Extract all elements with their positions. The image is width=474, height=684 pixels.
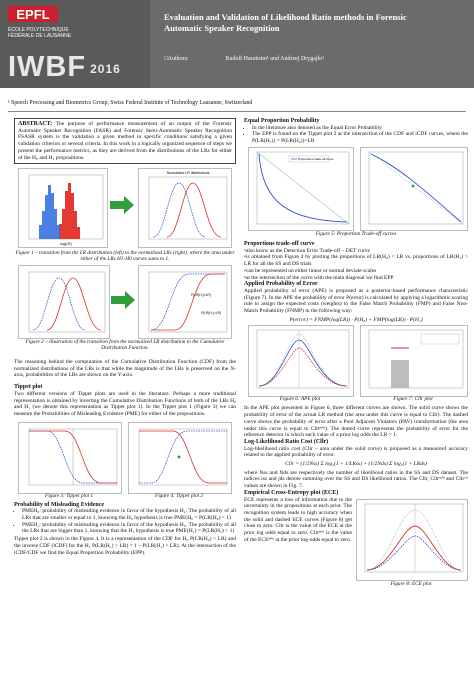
cdf-text: The reasoning behind the computation of the Cumulative Distribution Function (CDF) from the normalized distributions of the LRs is that while the magnitude of the LRs is preserved on the X-axis, probabilities of the LRs are shown on the Y-axis. [14, 359, 236, 379]
abstract-heading: ABSTRACT: [18, 121, 53, 127]
list-item: • PMEH₀: probability of misleading evidence in favor of the hypothesis H₁. The probability of all LRs that are smaller or equal to 1, knowing the H₀ hypothesis is true PME(H₀ = P(LR(H₀) < 1) [22, 508, 236, 521]
list-item: • The EPP is found on the Tippet plot 2 at the intersection of the CDF and iCDF curves, where the P(LR(H₁)) = P(LR(H₀))=LR [252, 131, 468, 144]
epp-heading: Equal Proportion Probability [244, 118, 320, 124]
fig2-cdf [138, 265, 232, 339]
cllr-equation: Cllr = (1/2Nss) Σ log₂(1 + 1/LRss) + (1/2Nds) Σ log₂(1 + LRds) [285, 461, 427, 468]
fig4-tippet2 [128, 422, 232, 494]
figures-6-7 [244, 325, 468, 405]
figure-5-caption: Figure 5: Proportion Trade-off curves [315, 230, 397, 237]
fig3-tippet1 [18, 422, 122, 494]
svg-text:Proportions trade-off curve: Proportions trade-off curve [298, 157, 334, 162]
figure-2 [14, 263, 236, 339]
fig1-normalized [138, 168, 232, 248]
cllr-text-2: where Nss and Nds are respectively the number of likelihood ratios in the SS and DS dataset. The indices iss and jds denote summing over the SS and DS likelihood ratios. The Cllr, Cllrᵐⁱⁿ and Cllrᶜᵃˡ values are shown in Fig. 7. [244, 469, 468, 490]
ece-section [244, 497, 468, 593]
cllr-text: Log-likelihood ratio cost (Cllr – area under the solid curve) is proposed as a measureof accuracy related to the applied probability of error. [244, 445, 468, 459]
fig2-normalized [18, 265, 110, 339]
ape-equation: P(error) = FNMP(log(LR)) · P(H₀) + FMP(log(LR)) · P(H₁) [289, 316, 423, 323]
school-line-1: ÉCOLE POLYTECHNIQUE [8, 27, 69, 33]
authors: Rudolf Haraksim¹ and Andrzej Drygajlo¹ [225, 56, 325, 62]
ape-text-2: In the APE plot presented in Figure 6, three different curves are shown. The solid curve shows the probability of error of the actual LR method (the area under this curve is equal to Cllr). The dashed curve shows the probability of error after a Pool Adjacent Violators (PAV) transformation (the area under this curve is equal to Cllrᵐⁱⁿ). The dotted curve represents the probability of error for the reference detector in which each value of a prior log odds the LR = 1. [244, 405, 468, 439]
figure-1 [14, 164, 236, 250]
figure-7-caption: Figure 7: Cllr plot [393, 396, 433, 403]
conference-year: 2016 [90, 62, 121, 76]
abstract-box [14, 118, 236, 164]
authors-label: □Authors: [164, 56, 189, 62]
arrow-icon [110, 194, 134, 216]
pme-text: Tippet plot 2 is shown in the Figure 4. It is a representation of the CDF for H₀ P(LR(H₀) < LR) and the inverse CDF (iCDF) for the H₁ P(LR(H₁) > LR) = 1 – P(LR(H₁) < LR). At the intersection of the iCDF/CDF we find the Equal Proportion Probability (EPP). [14, 536, 236, 556]
svg-text:Normalized LR distributions: Normalized LR distributions [166, 171, 210, 176]
fig5-ptoc-normal [360, 147, 468, 231]
ape-heading: Applied Probability of Error [244, 281, 318, 288]
pme-list [14, 508, 236, 535]
ptoc-list [244, 248, 468, 282]
epfl-logo [8, 4, 58, 24]
list-item: •at the intersection of the curve with the main diagonal we find EPP [244, 274, 394, 281]
figure-4-caption: Figure 4: Tippet plot 2 [154, 492, 204, 499]
ece-text: ECE represents a loss of information due to the uncertainty in the propositions at each prior. The recognition system leads to high accuracy when the solid and dashed ECE curves (Figure 8) get close to zero. Cllr is the value of the ECE at the prior log odds equal to zero. Cllrᵐⁱⁿ is the value of the ECEᵐⁱⁿ at the prior log-odds equal to zero. [244, 496, 352, 543]
list-item: • In the literature also denoted as the Equal Error Probability [252, 125, 468, 132]
authors-row [164, 56, 464, 62]
fig5-ptoc-linear [248, 147, 354, 231]
arrow-icon [111, 289, 135, 311]
affiliation: ¹ Speech Processing and Biometrics Group, Swiss Federal Institute of Technology Lausanne, Switzerland [8, 100, 253, 106]
svg-text:P(LR(H₀)<LR): P(LR(H₀)<LR) [201, 310, 222, 315]
list-item: •can be represented on either linear or normal deviate scales [244, 267, 377, 274]
fig1-histogram [18, 168, 108, 248]
pme-heading: Probability of Misleading Evidence [14, 501, 105, 508]
figure-2-caption: Figure 2 – illustration of the transition from the normalized LR distribution to the Cumulative Distribution Function. [25, 338, 225, 351]
figure-5 [244, 145, 468, 231]
figure-3-caption: Figure 3: Tippet plot 1 [44, 492, 94, 499]
poster-title: Evaluation and Validation of Likelihood Ratio methods in Forensic Automatic Speaker Recognition [164, 12, 407, 33]
abstract-text: The purpose of performance measurement of an output of the Forensic Automatic Speaker Recognition (FASR) and Forensic Semi-Automatic Speaker Recognition FSASR system is the validation a given method in specific conditions satisfying a given validation criterion or several criteria. In this work in a logically organized sequence of steps we present the performance metrics, as they are derived from the distributions of the LRs for either of the H₀ and H₁ propositions. [18, 121, 232, 161]
figure-6-caption: Figure 6: APE plot [279, 396, 321, 403]
epp-list [244, 125, 468, 145]
ape-text: Applied probability of error (APE) is proposed as a posterior-based performance characteristic (Figure 7). In the APE the probability of error P(error) is calculated by applying a logarithmic scoring rule to assign the expected costs (weights) to the False Match Probability (FMP) and False Non-Match Probability (FNMP) in the following way: [244, 287, 468, 315]
cllr-heading: Log-Likelihood Ratio Cost (Cllr) [244, 438, 329, 445]
logo-block [0, 0, 150, 88]
header [0, 0, 474, 88]
svg-text:EPFL: EPFL [16, 7, 50, 22]
tippet-text: Two different versions of Tippet plots are used in the literature. Perhaps a more traditional representation is obtained by inverting the Cumulative Distribution Functions of both of the LRs H₀ and H₁ (we denote this representation as Tippet plot 1). In the Tippet plot 1 (Figure 3) we can measure the Probabilities of Misleading Evidence (PME) for either of the propositions. [14, 390, 236, 417]
divider [8, 111, 466, 112]
tippet-heading: Tippet plot [14, 384, 43, 391]
svg-text:log(LR): log(LR) [60, 242, 72, 247]
conference-name: IWBF $^{2016}$ [8, 51, 121, 83]
figure-8-caption: Figure 8: ECE plot [390, 580, 432, 587]
list-item: •also know as the Detection Error Trade-off – DET curve [244, 247, 370, 254]
ece-heading: Empirical Cross-Entropy plot (ECE) [244, 489, 339, 496]
figures-3-4 [14, 420, 236, 502]
svg-text:P(LR(H₁)<LR): P(LR(H₁)<LR) [191, 292, 211, 297]
list-item: • PMEH₁: probability of misleading evidence in favor of the hypothesis H₀. The probability of all the LRs that are bigger than 1, knowing that the H₁ hypothesis is true PME(H₁) = P(LR(H₁) > 1) [22, 522, 236, 535]
fig6-ape [248, 325, 354, 397]
school-line-2: FÉDÉRALE DE LAUSANNE [8, 33, 72, 39]
figure-1-caption: Figure 1 – transition from the LR distribution (left) to the normalized LRs (right), where the area under either of the LRs H1-H0 curves sums to 1. [15, 250, 235, 263]
list-item: •is obtained from Figure 4 by plotting the proportions of LR(H₀) < LR vs. proportions of LR(H₁) > LR for all the SS and DS trials [244, 254, 468, 268]
right-column [244, 118, 468, 593]
fig7-cllr [360, 325, 468, 397]
fig8-ece [356, 499, 468, 581]
ptoc-heading: Proportions trade-off curve [244, 241, 315, 248]
left-column [14, 118, 236, 556]
